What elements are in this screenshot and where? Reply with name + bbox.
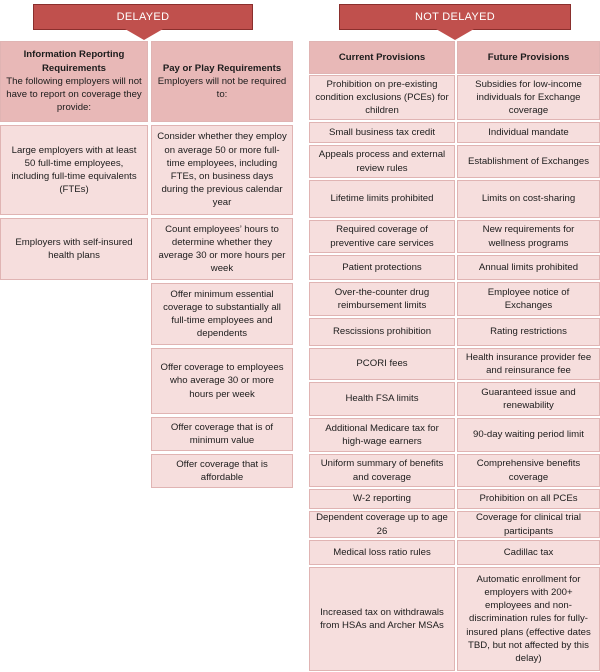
info-reporting-row: Employers with self-insured health plans <box>0 218 148 280</box>
future-provision: New requirements for wellness programs <box>457 220 600 253</box>
current-provision: Prohibition on pre-existing condition exclusions (PCEs) for children <box>309 75 455 120</box>
future-provision: Comprehensive benefits coverage <box>457 454 600 487</box>
pay-or-play-row: Count employees’ hours to determine whether they average 30 or more hours per week <box>151 218 293 280</box>
not-delayed-banner <box>339 4 571 30</box>
not-delayed-banner-label: NOT DELAYED <box>415 11 495 23</box>
current-provision: Rescissions prohibition <box>309 318 455 346</box>
delayed-banner-label: DELAYED <box>116 11 170 23</box>
current-provision: Medical loss ratio rules <box>309 540 455 565</box>
current-provision: Lifetime limits prohibited <box>309 180 455 218</box>
future-provision: Coverage for clinical trial participants <box>457 511 600 538</box>
pay-or-play-header <box>151 41 293 122</box>
future-provision: Guaranteed issue and renewability <box>457 382 600 416</box>
info-reporting-header <box>0 41 148 122</box>
pay-or-play-title: Pay or Play Requirements <box>162 62 282 74</box>
pay-or-play-row: Offer coverage to employees who average 30 or more hours per week <box>151 348 293 414</box>
info-reporting-row: Large employers with at least 50 full-time employees, including full-time equivalents (FTEs) <box>0 125 148 215</box>
future-provision: Rating restrictions <box>457 318 600 346</box>
pay-or-play-row: Offer coverage that is of minimum value <box>151 417 293 451</box>
current-provision: Dependent coverage up to age 26 <box>309 511 455 538</box>
future-provision: Health insurance provider fee and reinsurance fee <box>457 348 600 380</box>
current-provision: Appeals process and external review rules <box>309 145 455 178</box>
future-provision: Cadillac tax <box>457 540 600 565</box>
delayed-arrow <box>125 29 163 40</box>
not-delayed-arrow <box>436 29 474 40</box>
future-provision: Limits on cost-sharing <box>457 180 600 218</box>
current-provision: Increased tax on withdrawals from HSAs and Archer MSAs <box>309 567 455 671</box>
future-provision: Employee notice of Exchanges <box>457 282 600 316</box>
current-provision: Additional Medicare tax for high-wage earners <box>309 418 455 452</box>
future-provision: Individual mandate <box>457 122 600 143</box>
future-provisions-header: Future Provisions <box>457 41 600 74</box>
future-provision: Prohibition on all PCEs <box>457 489 600 509</box>
current-provision: Uniform summary of benefits and coverage <box>309 454 455 487</box>
current-provision: Health FSA limits <box>309 382 455 416</box>
future-provision: 90-day waiting period limit <box>457 418 600 452</box>
pay-or-play-subtitle: Employers will not be required to: <box>157 75 287 101</box>
future-provision: Automatic enrollment for employers with 200+ employees and non-discrimination rules for fully-insured plans (effective dates TBD, but not affected by this delay) <box>457 567 600 671</box>
future-provision: Establishment of Exchanges <box>457 145 600 178</box>
info-reporting-title: Information Reporting Requirements <box>23 49 125 74</box>
pay-or-play-row: Offer coverage that is affordable <box>151 454 293 488</box>
current-provision: Patient protections <box>309 255 455 280</box>
current-provisions-header: Current Provisions <box>309 41 455 74</box>
delayed-banner <box>33 4 253 30</box>
current-provision: Required coverage of preventive care services <box>309 220 455 253</box>
info-reporting-subtitle: The following employers will not have to report on coverage they provide: <box>6 75 142 114</box>
pay-or-play-row: Consider whether they employ on average 50 or more full-time employees, including FTEs, on business days during the previous calendar year <box>151 125 293 215</box>
current-provision: Small business tax credit <box>309 122 455 143</box>
future-provision: Annual limits prohibited <box>457 255 600 280</box>
current-provision: Over-the-counter drug reimbursement limits <box>309 282 455 316</box>
current-provision: PCORI fees <box>309 348 455 380</box>
current-provision: W-2 reporting <box>309 489 455 509</box>
future-provision: Subsidies for low-income individuals for Exchange coverage <box>457 75 600 120</box>
pay-or-play-row: Offer minimum essential coverage to substantially all full-time employees and dependents <box>151 283 293 345</box>
